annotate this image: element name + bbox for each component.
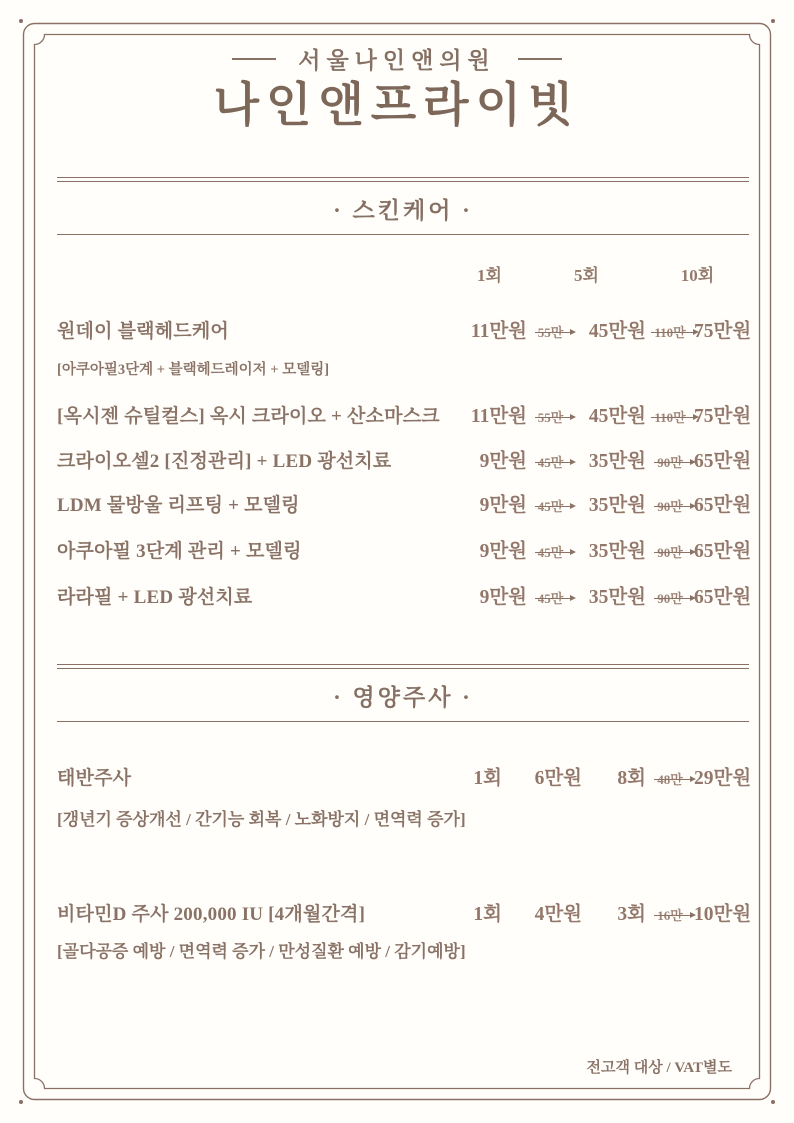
item-name: 원데이 블랙헤드케어 <box>57 321 229 342</box>
price-5x: 35만원 <box>588 451 646 472</box>
single-rule <box>57 234 749 235</box>
item-name: 태반주사 <box>57 768 132 789</box>
item-note: [골다공증 예방 / 면역력 증가 / 만성질환 예방 / 감기예방] <box>57 942 466 961</box>
item-prices <box>452 489 752 517</box>
item-name: [옥시젠 슈틸컬스] 옥시 크라이오 + 산소마스크 <box>57 406 440 427</box>
menu-item-row <box>57 445 752 473</box>
item-prices <box>452 762 752 790</box>
price-10x: 65만원 <box>694 495 752 516</box>
old-price-n: 48만 <box>657 769 683 788</box>
menu-item-row <box>57 581 752 609</box>
menu-item-row <box>57 762 752 790</box>
item-prices <box>452 445 752 473</box>
item-name: 크라이오셀2 [진정관리] + LED 광선치료 <box>57 451 392 472</box>
price-5x: 45만원 <box>588 321 646 342</box>
old-price-10x: 90만 <box>657 452 683 471</box>
price-n: 29만원 <box>694 768 752 789</box>
price-10x: 75만원 <box>694 321 752 342</box>
section-title-injection: · 영양주사 · <box>333 684 473 710</box>
column-headers <box>57 261 749 286</box>
price-10x: 65만원 <box>694 587 752 608</box>
item-name: 비타민D 주사 200,000 IU [4개월간격] <box>57 904 366 925</box>
price-10x: 75만원 <box>694 406 752 427</box>
item-note: [아쿠아필3단계 + 블랙헤드레이저 + 모델링] <box>57 362 330 378</box>
single-rule <box>57 721 749 722</box>
column-header-10x: 10회 <box>680 266 715 285</box>
price-1x: 11만원 <box>470 406 527 427</box>
right-dash-ornament <box>518 58 562 60</box>
menu-item-row <box>57 400 752 428</box>
item-prices <box>452 400 752 428</box>
price-1x: 11만원 <box>470 321 527 342</box>
price-5x: 35만원 <box>588 495 646 516</box>
section-title-skincare: · 스킨케어 · <box>333 197 473 223</box>
unit-label-1x: 1회 <box>473 904 502 925</box>
old-price-10x: 90만 <box>657 496 683 515</box>
item-prices <box>452 898 752 926</box>
price-1x: 6만원 <box>534 768 582 789</box>
price-5x: 35만원 <box>588 541 646 562</box>
old-price-10x: 90만 <box>657 542 683 561</box>
old-price-5x: 45만 <box>538 542 564 561</box>
price-1x: 9만원 <box>479 495 527 516</box>
old-price-5x: 55만 <box>538 407 564 426</box>
left-dash-ornament <box>232 58 276 60</box>
column-header-1x: 1회 <box>477 266 502 285</box>
section-head-skincare <box>57 177 749 235</box>
clinic-name: 서울나인앤의원 <box>298 48 496 73</box>
menu-item-row <box>57 315 752 343</box>
footer-note: 전고객 대상 / VAT별도 <box>586 1060 732 1076</box>
price-1x: 9만원 <box>479 587 527 608</box>
unit-label-n: 3회 <box>617 904 646 925</box>
section-head-injection <box>57 664 749 722</box>
price-1x: 4만원 <box>534 904 582 925</box>
menu-item-row <box>57 489 752 517</box>
item-prices <box>452 315 752 343</box>
old-price-5x: 45만 <box>538 496 564 515</box>
item-prices <box>452 581 752 609</box>
item-note: [갱년기 증상개선 / 간기능 회복 / 노화방지 / 면역력 증가] <box>57 810 466 829</box>
price-n: 10만원 <box>694 904 752 925</box>
item-name: LDM 물방울 리프팅 + 모델링 <box>57 495 300 516</box>
price-1x: 9만원 <box>479 541 527 562</box>
menu-item-row <box>57 898 752 926</box>
old-price-10x: 110만 <box>654 407 685 426</box>
unit-label-1x: 1회 <box>473 768 502 789</box>
old-price-10x: 110만 <box>654 322 685 341</box>
item-name: 라라필 + LED 광선치료 <box>57 587 253 608</box>
old-price-5x: 45만 <box>538 452 564 471</box>
menu-item-row <box>57 535 752 563</box>
old-price-5x: 45만 <box>538 588 564 607</box>
item-prices <box>452 535 752 563</box>
old-price-10x: 90만 <box>657 588 683 607</box>
price-1x: 9만원 <box>479 451 527 472</box>
price-5x: 45만원 <box>588 406 646 427</box>
old-price-n: 16만 <box>657 905 683 924</box>
page-title: 나인앤프라이빗 <box>213 80 581 132</box>
old-price-5x: 55만 <box>538 322 564 341</box>
price-10x: 65만원 <box>694 541 752 562</box>
price-5x: 35만원 <box>588 587 646 608</box>
price-10x: 65만원 <box>694 451 752 472</box>
item-name: 아쿠아필 3단계 관리 + 모델링 <box>57 541 302 562</box>
unit-label-n: 8회 <box>617 768 646 789</box>
column-header-5x: 5회 <box>574 266 599 285</box>
